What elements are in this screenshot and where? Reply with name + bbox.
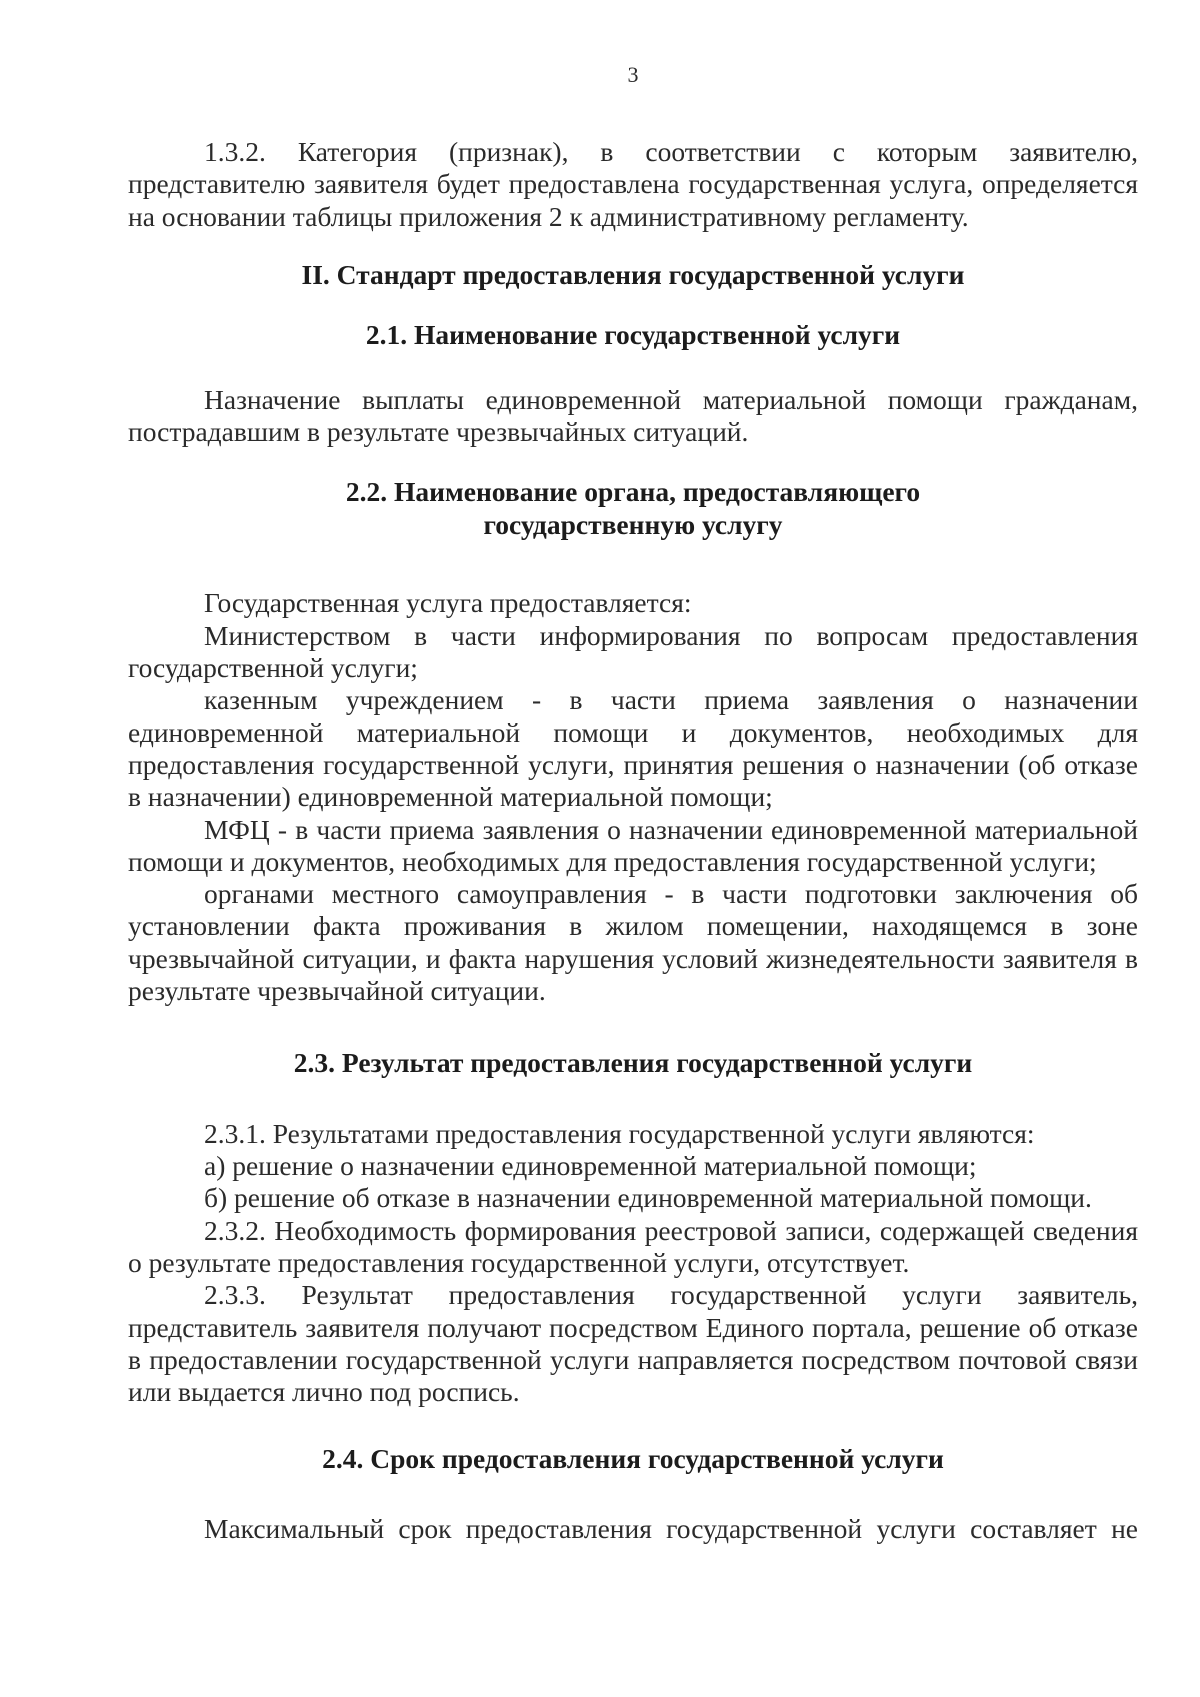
paragraph-mfc: МФЦ - в части приема заявления о назначении единовременной материальной помощи и документов, необходимых для предоставления государственной услуги; xyxy=(128,813,1138,877)
heading-2-2 xyxy=(128,476,1138,541)
page-number: 3 xyxy=(627,62,639,87)
paragraph-result-b: б) решение об отказе в назначении единовременной материальной помощи. xyxy=(204,1182,1092,1214)
heading-2-1: 2.1. Наименование государственной услуги xyxy=(365,319,901,351)
heading-2-2-line-1: 2.2. Наименование органа, предоставляющего xyxy=(345,476,921,508)
paragraph-state-institution: казенным учреждением - в части приема заявления о назначении единовременной материальной помощи и документов, необходимых для предоставления государственной услуги, принятия решения о назначении (об отказе в назначении) единовременной материальной помощи; xyxy=(128,684,1138,813)
section-heading-standard: II. Стандарт предоставления государственной услуги xyxy=(301,258,965,290)
paragraph-1-3-2: 1.3.2. Категория (признак), в соответствии с которым заявителю, представителю заявителя будет предоставлена государственная услуга, определяется на основании таблицы приложения 2 к административному регламенту. xyxy=(128,136,1138,232)
heading-2-2-line-2: государственную услугу xyxy=(483,508,783,540)
paragraph-max-term: Максимальный срок предоставления государственной услуги составляет не xyxy=(204,1513,1138,1545)
paragraph-2-3-3: 2.3.3. Результат предоставления государственной услуги заявитель, представитель заявителя получают посредством Единого портала, решение об отказе в предоставлении государственной услуги направляется посредством почтовой связи или выдается лично под роспись. xyxy=(128,1279,1138,1408)
heading-2-3: 2.3. Результат предоставления государственной услуги xyxy=(293,1047,973,1079)
paragraph-local-government: органами местного самоуправления - в части подготовки заключения об установлении факта проживания в жилом помещении, находящемся в зоне чрезвычайной ситуации, и факта нарушения условий жизнедеятельности заявителя в результате чрезвычайной ситуации. xyxy=(128,878,1138,1007)
heading-2-4: 2.4. Срок предоставления государственной услуги xyxy=(322,1442,944,1474)
paragraph-ministry: Министерством в части информирования по вопросам предоставления государственной услуги; xyxy=(128,619,1138,684)
paragraph-2-3-1: 2.3.1. Результатами предоставления государственной услуги являются: xyxy=(204,1117,1035,1149)
paragraph-2-3-2: 2.3.2. Необходимость формирования реестровой записи, содержащей сведения о результате предоставления государственной услуги, отсутствует. xyxy=(128,1214,1138,1279)
paragraph-service-name: Назначение выплаты единовременной материальной помощи гражданам, пострадавшим в результате чрезвычайных ситуаций. xyxy=(128,383,1138,448)
paragraph-result-a: а) решение о назначении единовременной материальной помощи; xyxy=(204,1150,977,1182)
paragraph-provided-by: Государственная услуга предоставляется: xyxy=(204,587,692,619)
